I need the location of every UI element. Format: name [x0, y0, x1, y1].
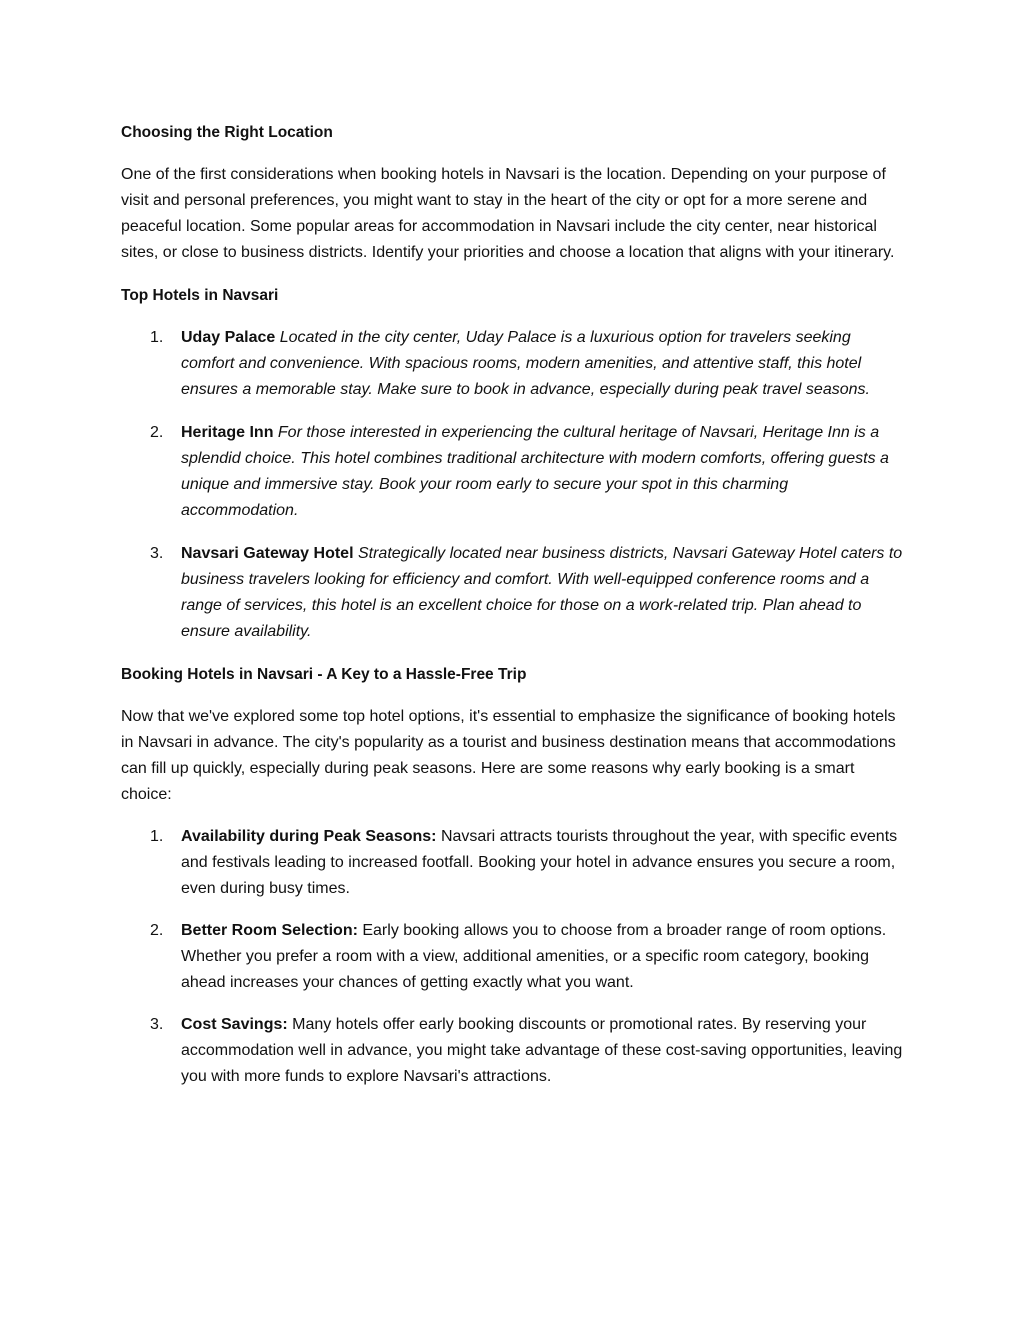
- paragraph-location: One of the first considerations when booking hotels in Navsari is the location. Depending on your purpose of visit and personal preferences, you might want to stay in the heart of the city or opt for a more serene and peaceful location. Some popular areas for accommodation in Navsari include the city center, near historical sites, or close to business districts. Identify your priorities and choose a location that aligns with your itinerary.: [121, 166, 895, 261]
- reason-title: Availability during Peak Seasons:: [181, 828, 441, 845]
- paragraph-booking: Now that we've explored some top hotel options, it's essential to emphasize the significance of booking hotels in Navsari in advance. The city's popularity as a tourist and business destination means that accommodations can fill up quickly, especially during peak seasons. Here are some reasons why early booking is a smart choice:: [121, 708, 896, 803]
- list-item: [121, 1012, 906, 1090]
- hotel-description: For those interested in experiencing the cultural heritage of Navsari, Heritage Inn is a splendid choice. This hotel combines traditional architecture with modern comforts, offering guests a unique and immersive stay. Book your room early to secure your spot in this charming accommodation.: [181, 424, 889, 519]
- heading-choosing-location: Choosing the Right Location: [121, 124, 333, 141]
- list-number: 1.: [150, 828, 164, 845]
- top-hotels-list: [121, 325, 906, 645]
- reason-title: Cost Savings:: [181, 1016, 293, 1033]
- list-item: [121, 420, 906, 524]
- reason-description: Many hotels offer early booking discounts or promotional rates. By reserving your accommodation well in advance, you might take advantage of these cost-saving opportunities, leaving you with more funds to explore Navsari's attractions.: [181, 1016, 903, 1085]
- list-item: [121, 541, 906, 645]
- list-number: 3.: [150, 545, 164, 562]
- list-number: 3.: [150, 1016, 164, 1033]
- reason-description: Navsari attracts tourists throughout the year, with specific events and festivals leading to increased footfall. Booking your hotel in advance ensures you secure a room, even during busy times.: [181, 828, 898, 897]
- hotel-name: Navsari Gateway Hotel: [181, 545, 358, 562]
- booking-reasons-list: [121, 824, 906, 1090]
- list-item: [121, 918, 906, 996]
- list-number: 2.: [150, 424, 164, 441]
- hotel-description: Strategically located near business districts, Navsari Gateway Hotel caters to business travelers looking for efficiency and comfort. With well-equipped conference rooms and a range of services, this hotel is an excellent choice for those on a work-related trip. Plan ahead to ensure availability.: [181, 545, 903, 640]
- heading-top-hotels: Top Hotels in Navsari: [121, 287, 279, 304]
- document-page: [121, 120, 906, 1090]
- reason-description: Early booking allows you to choose from a broader range of room options. Whether you prefer a room with a view, additional amenities, or a specific room category, booking ahead increases your chances of getting exactly what you want.: [181, 922, 887, 991]
- hotel-name: Uday Palace: [181, 329, 280, 346]
- hotel-name: Heritage Inn: [181, 424, 278, 441]
- list-number: 2.: [150, 922, 164, 939]
- list-item: [121, 824, 906, 902]
- reason-title: Better Room Selection:: [181, 922, 363, 939]
- list-item: [121, 325, 906, 403]
- hotel-description: Located in the city center, Uday Palace is a luxurious option for travelers seeking comfort and convenience. With spacious rooms, modern amenities, and attentive staff, this hotel ensures a memorable stay. Make sure to book in advance, especially during peak travel seasons.: [181, 329, 870, 398]
- heading-booking-hotels: Booking Hotels in Navsari - A Key to a Hassle-Free Trip: [121, 666, 527, 683]
- list-number: 1.: [150, 329, 164, 346]
